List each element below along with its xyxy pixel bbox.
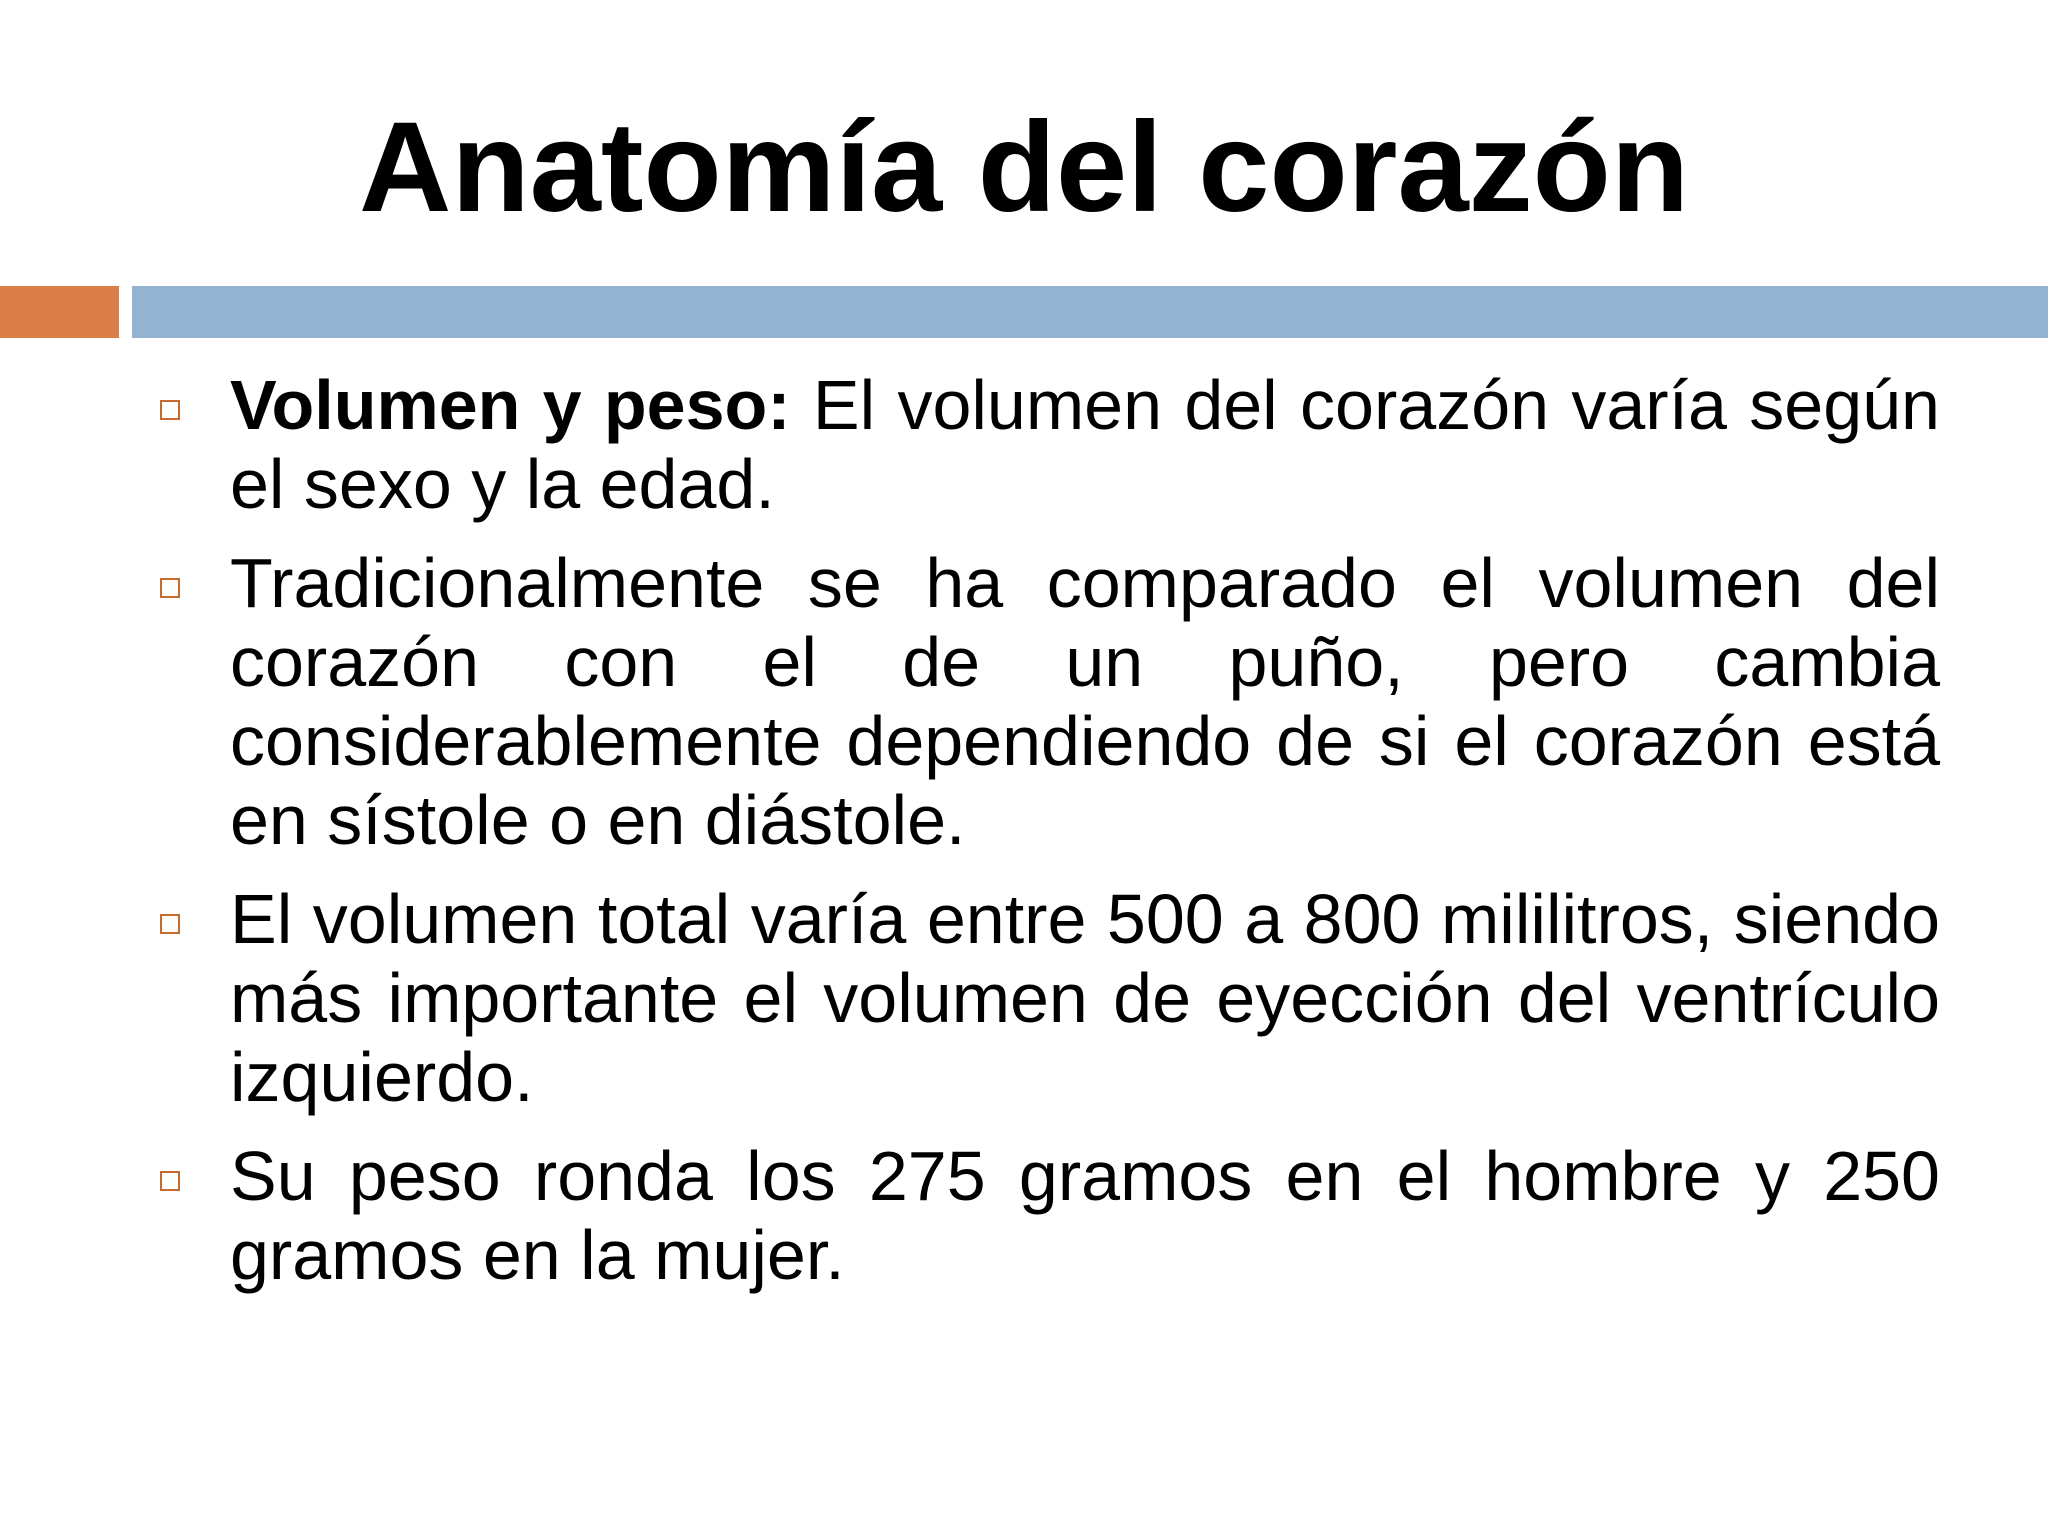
square-bullet-icon xyxy=(160,400,180,420)
accent-bar-blue xyxy=(132,286,2048,338)
bullet-list xyxy=(160,366,1940,1315)
slide-title: Anatomía del corazón xyxy=(359,96,1689,239)
bullet-text: El volumen del corazón varía según el sexo y la edad. xyxy=(230,366,1940,523)
accent-bar-orange xyxy=(0,286,119,338)
square-bullet-icon xyxy=(160,578,180,598)
bullet-text: Su peso ronda los 275 gramos en el hombre y 250 gramos en la mujer. xyxy=(230,1137,1940,1294)
bullet-item-weight xyxy=(160,1137,1940,1295)
square-bullet-icon xyxy=(160,1171,180,1191)
bullet-item-total-volume xyxy=(160,880,1940,1117)
bullet-text: El volumen total varía entre 500 a 800 mililitros, siendo más importante el volumen de eyección del ventrículo izquierdo. xyxy=(230,880,1940,1116)
bullet-lead: Volumen y peso: xyxy=(230,366,791,444)
bullet-text: Tradicionalmente se ha comparado el volumen del corazón con el de un puño, pero cambia considerablemente dependiendo de si el corazón está en sístole o en diástole. xyxy=(230,544,1940,859)
square-bullet-icon xyxy=(160,914,180,934)
bullet-item-volume-weight xyxy=(160,366,1940,524)
bullet-item-fist-comparison xyxy=(160,544,1940,860)
